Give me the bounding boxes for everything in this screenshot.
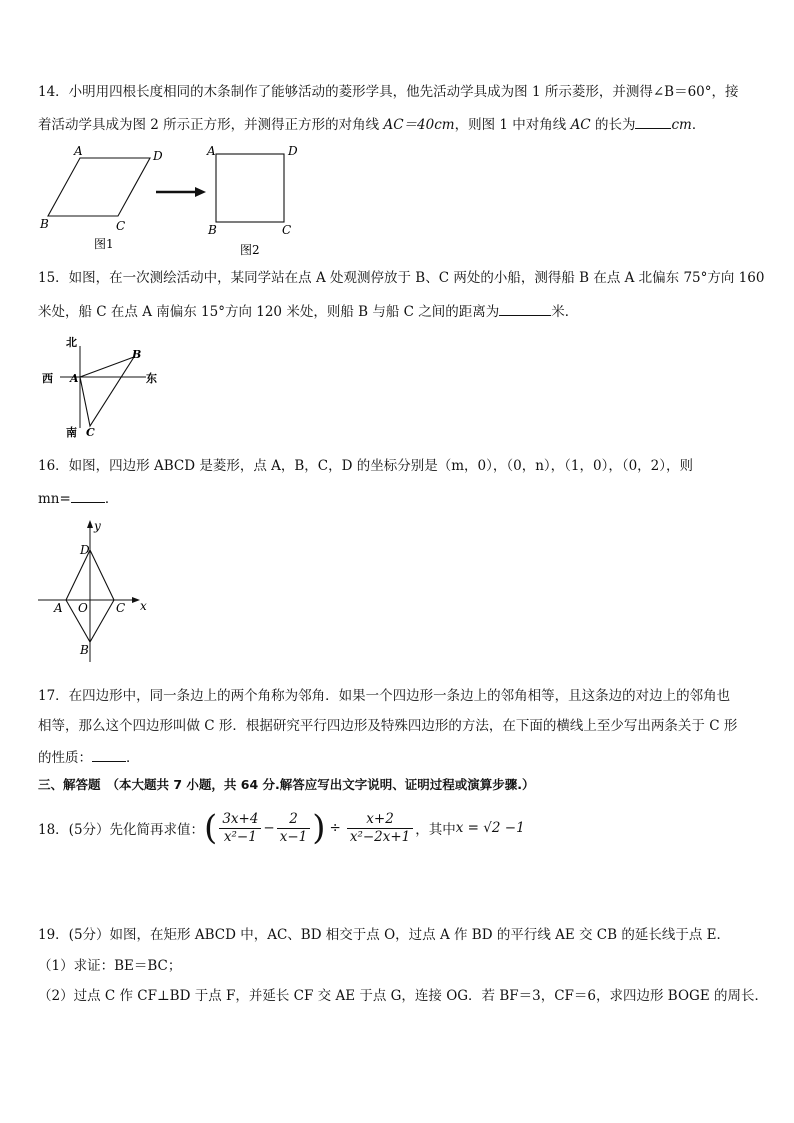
arrow-head-icon xyxy=(195,187,206,197)
fraction-1-den: x²−1 xyxy=(223,828,257,845)
q18-expression xyxy=(38,808,525,848)
q15-line2-a: 米处，船 C 在点 A 南偏东 15°方向 120 米处，则船 B 与船 C 之间的距离为 xyxy=(38,304,500,320)
fig2-label-c: C xyxy=(282,223,292,237)
q16-line2-b: ． xyxy=(104,491,119,507)
q14-line2-c: ，则图 1 中对角线 xyxy=(454,117,571,133)
q14-answer-blank[interactable] xyxy=(635,114,671,129)
fig1-label-b: B xyxy=(40,217,49,231)
q14-ac-value: AC＝40cm xyxy=(383,117,455,133)
q19-line2: （1）求证：BE＝BC； xyxy=(38,958,182,974)
q19-line3: （2）过点 C 作 CF⊥BD 于点 F，并延长 CF 交 AE 于点 G，连接 OG．若 BF＝3，CF＝6，求四边形 BOGE 的周长． xyxy=(38,988,768,1004)
point-b-label: B xyxy=(80,643,89,657)
fig1-label-c: C xyxy=(116,219,126,233)
q16-answer-blank[interactable] xyxy=(71,488,105,503)
q15-line2 xyxy=(38,301,578,322)
fig1-caption: 图1 xyxy=(94,237,114,251)
q18-condition: x = √2 −1 xyxy=(455,820,525,836)
q17-line1: 17．在四边形中，同一条边上的两个角称为邻角．如果一个四边形一条边上的邻角相等，且这条边的对边上的邻角也 xyxy=(38,688,731,704)
fig2-label-b: B xyxy=(208,223,217,237)
q18-prefix: 18．(5分）先化简再求值： xyxy=(38,822,205,838)
q16-line1: 16．如图，四边形 ABCD 是菱形，点 A，B，C，D 的坐标分别是（m，0），（0，n），（1，0），（0，2），则 xyxy=(38,458,694,474)
q17-answer-blank[interactable] xyxy=(92,747,126,762)
fraction-3-den: x²−2x+1 xyxy=(349,828,411,845)
square-shape xyxy=(216,154,284,222)
fig2-caption: 图2 xyxy=(240,243,260,257)
west-label: 西 xyxy=(42,372,53,385)
point-a-label: A xyxy=(70,372,79,385)
q16-line2 xyxy=(38,488,118,509)
q15-answer-blank[interactable] xyxy=(499,301,551,316)
x-arrow-icon xyxy=(132,597,140,603)
origin-label: O xyxy=(78,601,88,615)
section-note: （本大题共 7 小题，共 64 分.解答应写出文字说明、证明过程或演算步骤.） xyxy=(106,777,535,792)
section-title: 三、解答题 xyxy=(38,777,101,792)
q16-line2-a: mn= xyxy=(38,491,71,507)
fig2-label-d: D xyxy=(288,144,298,158)
fig1-label-d: D xyxy=(153,149,163,163)
q16-figure xyxy=(36,516,156,666)
q14-line2-e: 的长为 xyxy=(590,117,636,133)
section-heading xyxy=(38,775,535,795)
fraction-1-num: 3x+4 xyxy=(219,811,261,829)
north-label: 北 xyxy=(66,336,77,349)
south-label: 南 xyxy=(66,426,77,439)
y-axis-label: y xyxy=(94,519,101,533)
fig2-label-a: A xyxy=(207,144,216,158)
q14-line2 xyxy=(38,114,705,135)
east-label: 东 xyxy=(146,372,157,385)
q19-line1: 19．(5分）如图，在矩形 ABCD 中，AC、BD 相交于点 O，过点 A 作 BD 的平行线 AE 交 CB 的延长线于点 E． xyxy=(38,927,730,943)
q14-ac: AC xyxy=(570,117,591,133)
point-c-label: C xyxy=(116,601,126,615)
q15-line1: 15．如图，在一次测绘活动中，某同学站在点 A 处观测停放于 B、C 两处的小船，测得船 B 在点 A 北偏东 75°方向 160 xyxy=(38,270,765,286)
rhombus-shape xyxy=(48,158,150,216)
fraction-3 xyxy=(347,811,413,846)
right-paren-icon: ) xyxy=(312,808,326,848)
q18-where: ，其中 xyxy=(415,822,456,838)
point-d-label: D xyxy=(80,543,90,557)
fraction-1 xyxy=(219,811,261,846)
q17-line2: 相等，那么这个四边形叫做 C 形．根据研究平行四边形及特殊四边形的方法，在下面的横线上至少写出两条关于 C 形 xyxy=(38,718,738,734)
q14-line1: 14．小明用四根长度相同的木条制作了能够活动的菱形学具，他先活动学具成为图 1 所示菱形，并测得∠B＝60°，接 xyxy=(38,84,739,100)
x-axis-label: x xyxy=(140,599,147,613)
q14-line2-a: 着活动学具成为图 2 所示正方形，并测得正方形的对角线 xyxy=(38,117,384,133)
q17-line3-b: ． xyxy=(126,750,140,766)
point-a-label: A xyxy=(54,601,63,615)
fraction-2-den: x−1 xyxy=(279,828,308,845)
q14-figures xyxy=(36,142,306,260)
triangle-abc xyxy=(80,357,134,426)
y-arrow-icon xyxy=(87,520,93,528)
point-c-label: C xyxy=(86,426,95,439)
divide-sign: ÷ xyxy=(329,820,341,836)
q15-line2-b: 米． xyxy=(551,304,579,320)
point-b-label: B xyxy=(132,348,142,361)
left-paren-icon: ( xyxy=(204,808,218,848)
q17-line3 xyxy=(38,747,140,768)
fraction-2-num: 2 xyxy=(277,811,311,829)
q15-figure xyxy=(38,332,168,442)
q14-unit: cm xyxy=(671,117,692,133)
fraction-3-num: x+2 xyxy=(347,811,413,829)
fraction-2 xyxy=(277,811,311,846)
minus-sign: − xyxy=(263,820,275,836)
q17-line3-a: 的性质： xyxy=(38,750,92,766)
fig1-label-a: A xyxy=(74,144,83,158)
q14-end: ． xyxy=(691,117,706,133)
